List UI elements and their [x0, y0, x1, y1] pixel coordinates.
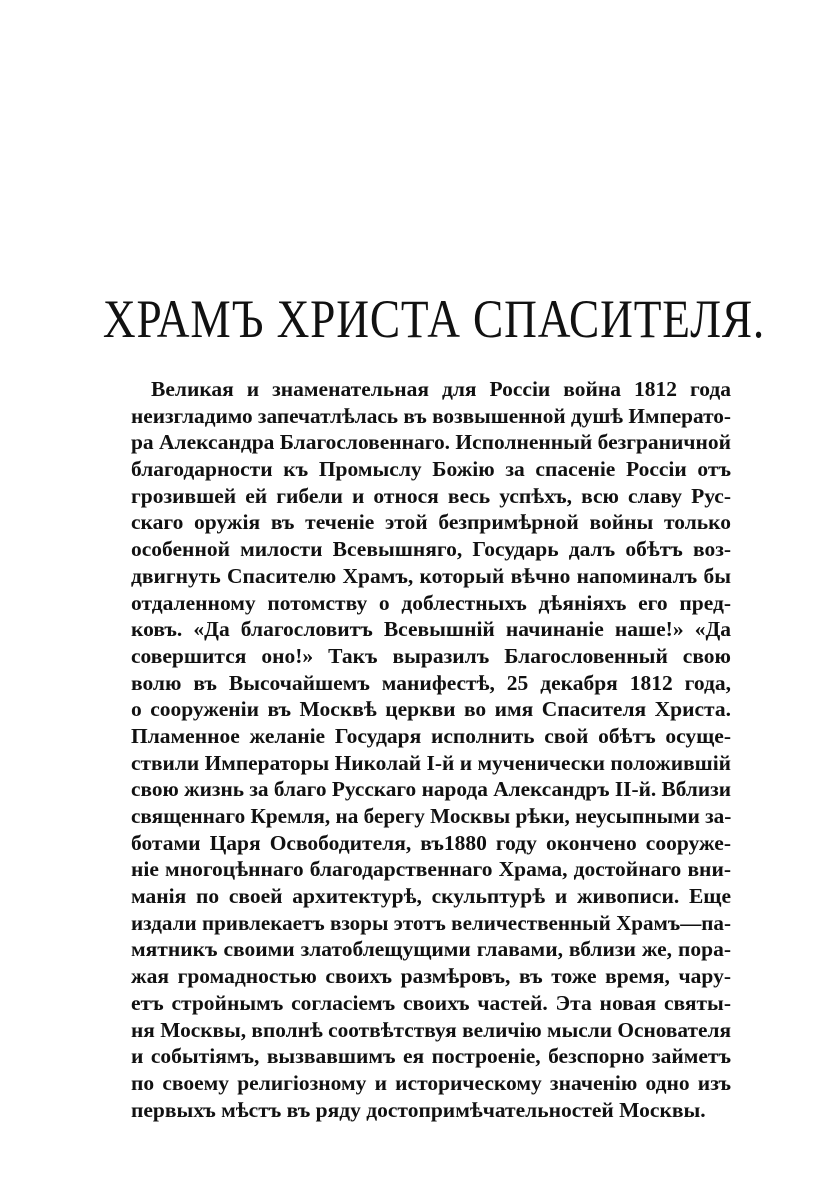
text-line: благодарности къ Промыслу Божію за спасеніе Россіи отъ — [131, 457, 731, 482]
text-line: ніе многоцѣннаго благодарственнаго Храма, достойнаго вни- — [131, 857, 731, 882]
text-line: свою жизнь за благо Русскаго народа Александръ II-й. Вблизи — [131, 777, 731, 802]
text-line: манія по своей архитектурѣ, скульптурѣ и живописи. Еще — [131, 884, 731, 909]
text-line: жая громадностью своихъ размѣровъ, въ тоже время, чару- — [131, 964, 731, 989]
text-line: грозившей ей гибели и относя весь успѣхъ, всю славу Рус- — [131, 483, 731, 508]
text-line: скаго оружія въ теченіе этой безпримѣрной войны только — [131, 510, 731, 535]
body-paragraph — [131, 376, 731, 1123]
text-line: ра Александра Благословеннаго. Исполненный безграничной — [131, 430, 731, 455]
text-line: ботами Царя Освободителя, въ1880 году окончено сооруже- — [131, 830, 731, 855]
text-line: священнаго Кремля, на берегу Москвы рѣки, неусыпными за- — [131, 804, 732, 828]
text-line: двигнуть Спасителю Храмъ, который вѣчно напоминалъ бы — [131, 563, 731, 588]
text-line: ня Москвы, вполнѣ соотвѣтствуя величію мысли Основателя — [131, 1017, 732, 1042]
text-line: етъ стройнымъ согласіемъ своихъ частей. Эта новая святы- — [131, 990, 731, 1015]
text-line: совершится оно!» Такъ выразилъ Благословенный свою — [131, 643, 731, 668]
text-line: о сооруженіи въ Москвѣ церкви во имя Спасителя Христа. — [131, 697, 731, 722]
text-line: особенной милости Всевышняго, Государь далъ обѣтъ воз- — [131, 537, 731, 562]
text-line: ствили Императоры Николай I-й и мученически положившій — [131, 750, 731, 775]
text-line: волю въ Высочайшемъ манифестѣ, 25 декабря 1812 года, — [131, 670, 731, 695]
text-line: Пламенное желаніе Государя исполнить свой обѣтъ осуще- — [131, 723, 731, 748]
text-line: и событіямъ, вызвавшимъ ея построеніе, безспорно займетъ — [131, 1044, 731, 1069]
text-line: мятникъ своими златоблещущими главами, вблизи же, пора- — [131, 937, 731, 962]
text-line: ковъ. «Да благословитъ Всевышній начинаніе наше!» «Да — [131, 617, 731, 642]
text-line: по своему религіозному и историческому значенію одно изъ — [131, 1070, 731, 1095]
page-title: ХРАМЪ ХРИСТА СПАСИТЕЛЯ. — [102, 289, 766, 349]
text-line: отдаленному потомству о доблестныхъ дѣяніяхъ его пред- — [131, 590, 731, 615]
text-line: издали привлекаетъ взоры этотъ величественный Храмъ—па- — [131, 910, 732, 935]
text-line: первыхъ мѣстъ въ ряду достопримѣчательностей Москвы. — [131, 1097, 706, 1122]
text-line: неизгладимо запечатлѣлась въ возвышенной душѣ Императо- — [131, 403, 732, 428]
text-line: Великая и знаменательная для Россіи война 1812 года — [151, 377, 731, 401]
